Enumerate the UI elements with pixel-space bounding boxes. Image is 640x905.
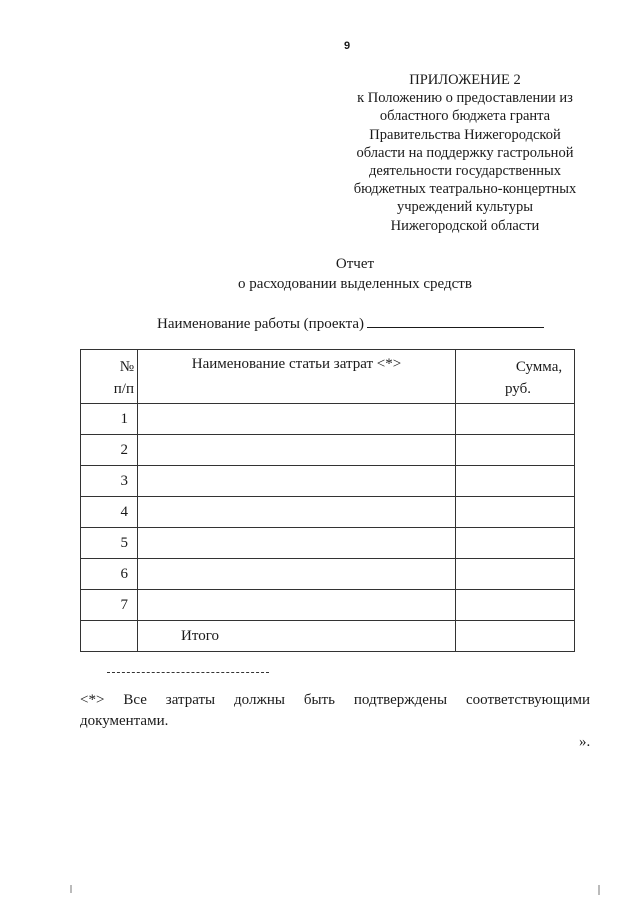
footnote-line2: документами. [80, 713, 169, 729]
row-number: 2 [81, 435, 138, 466]
sum-cell[interactable] [456, 559, 575, 590]
appendix-line: к Положению о предоставлении из [357, 90, 573, 107]
table-row [81, 590, 575, 621]
closing-quote-mark: ». [579, 734, 591, 750]
header-sum [456, 350, 575, 404]
sum-cell[interactable] [456, 435, 575, 466]
row-number: 4 [81, 497, 138, 528]
appendix-line: областного бюджета гранта [379, 108, 551, 125]
sum-cell[interactable] [456, 466, 575, 497]
row-number: 6 [81, 559, 138, 590]
header-expense-item: Наименование статьи затрат <*> [138, 350, 456, 404]
row-number: 5 [81, 528, 138, 559]
table-row [81, 559, 575, 590]
appendix-block [340, 71, 590, 235]
report-title-line2: о расходовании выделенных средств [238, 276, 472, 292]
header-sum-line1: Сумма, [515, 359, 563, 375]
row-number: 1 [81, 404, 138, 435]
row-number: 3 [81, 466, 138, 497]
table-row [81, 404, 575, 435]
header-number-line1: № [119, 359, 134, 375]
appendix-line: деятельности государственных [369, 163, 561, 180]
report-title [120, 254, 590, 294]
work-name-label: Наименование работы (проекта) [157, 316, 365, 332]
appendix-line: учреждений культуры [396, 199, 534, 216]
expense-item-cell[interactable] [138, 466, 456, 497]
table-row [81, 497, 575, 528]
appendix-line: бюджетных театрально-концертных [353, 181, 577, 198]
appendix-line: Нижегородской области [390, 217, 540, 234]
table-row [81, 528, 575, 559]
total-sum-cell[interactable] [456, 621, 575, 652]
report-title-line1: Отчет [335, 256, 375, 272]
table-row [81, 466, 575, 497]
page-number: 9 [344, 40, 351, 52]
header-number-line2: п/п [113, 381, 134, 397]
work-name-blank-line[interactable] [367, 312, 544, 328]
appendix-line: Правительства Нижегородской [369, 126, 561, 143]
row-number: 7 [81, 590, 138, 621]
sum-cell[interactable] [456, 497, 575, 528]
expenses-table [80, 349, 575, 652]
sum-cell[interactable] [456, 590, 575, 621]
table-row [81, 435, 575, 466]
expense-item-cell[interactable] [138, 590, 456, 621]
scan-mark [70, 885, 72, 893]
appendix-title: ПРИЛОЖЕНИЕ 2 [409, 72, 521, 88]
header-number [81, 350, 138, 404]
expense-item-cell[interactable] [138, 497, 456, 528]
sum-cell[interactable] [456, 528, 575, 559]
footnote-line1: <*> Все затраты должны быть подтверждены соответствующими [80, 692, 590, 708]
sum-cell[interactable] [456, 404, 575, 435]
table-header-row [81, 350, 575, 404]
total-label: Итого [138, 621, 456, 652]
total-number-cell [81, 621, 138, 652]
expense-item-cell[interactable] [138, 528, 456, 559]
expense-item-cell[interactable] [138, 404, 456, 435]
footnote-separator [107, 672, 269, 673]
expense-item-cell[interactable] [138, 559, 456, 590]
header-sum-line2: руб. [505, 381, 531, 397]
scan-mark [598, 885, 600, 895]
appendix-line: области на поддержку гастрольной [356, 144, 574, 161]
work-name-field [157, 312, 544, 333]
table-total-row [81, 621, 575, 652]
expense-item-cell[interactable] [138, 435, 456, 466]
